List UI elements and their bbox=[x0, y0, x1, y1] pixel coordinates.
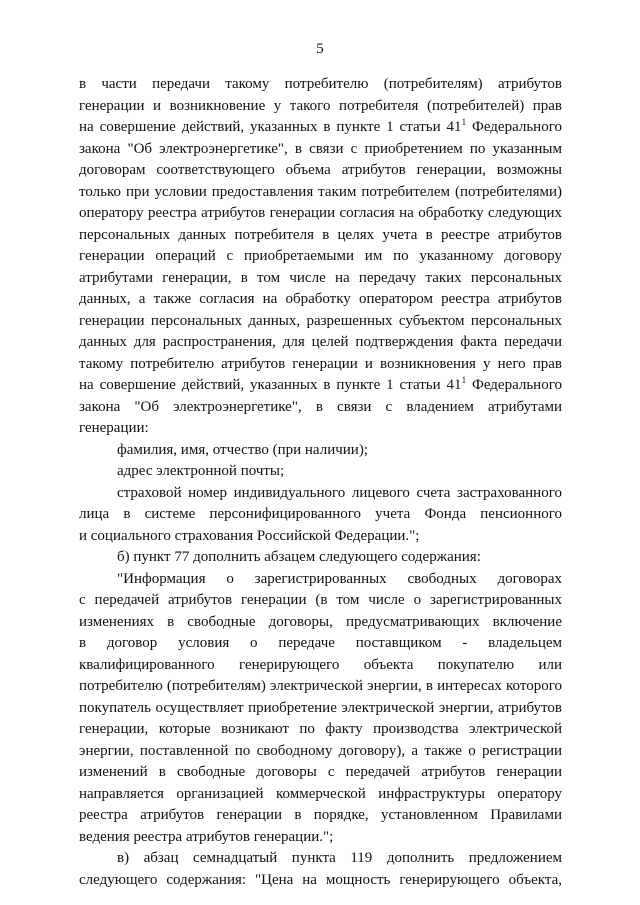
text-line: персональных данных потребителя в целях учета в реестре атрибутов bbox=[79, 226, 562, 243]
text-line: изменениях в свободные договоры, предусматривающих включение bbox=[79, 613, 562, 630]
text-line: следующего содержания: "Цена на мощность генерирующего объекта, bbox=[79, 871, 562, 888]
text-line: с передачей атрибутов генерации (в том числе о зарегистрированных bbox=[79, 592, 562, 608]
text-fragment: Федерального bbox=[466, 119, 562, 135]
text-line: в) абзац семнадцатый пункта 119 дополнить предложением bbox=[117, 850, 562, 866]
text-line: изменений в свободные договоры с передачей атрибутов генерации bbox=[79, 764, 562, 780]
text-line: генерации и возникновение у такого потребителя (потребителей) прав bbox=[79, 97, 562, 114]
text-line: генерации персональных данных, разрешенных субъектом персональных bbox=[79, 312, 562, 329]
text-line: генерации: bbox=[79, 420, 149, 436]
text-fragment: Федерального bbox=[466, 377, 562, 393]
text-line: оператору реестра атрибутов генерации согласия на обработку следующих bbox=[79, 205, 562, 221]
text-line: в части передачи такому потребителю (потребителям) атрибутов bbox=[79, 76, 562, 92]
text-line: энергии, поставленной по свободному договору), а также о регистрации bbox=[79, 742, 562, 759]
text-line: договорам соответствующего объема атрибутов генерации, возможны bbox=[79, 162, 562, 178]
text-line: только при условии предоставления таким потребителем (потребителями) bbox=[79, 183, 562, 200]
text-line bbox=[79, 117, 562, 139]
text-line: квалифицированного генерирующего объекта покупателю или bbox=[79, 656, 562, 673]
text-line: генерации операций с приобретаемыми им по указанному договору bbox=[79, 248, 562, 264]
text-line: б) пункт 77 дополнить абзацем следующего содержания: bbox=[117, 549, 481, 565]
text-line: реестра атрибутов генерации в порядке, установленном Правилами bbox=[79, 807, 562, 823]
text-line: закона "Об электроэнергетике", в связи с владением атрибутами bbox=[79, 398, 562, 415]
text-fragment: на совершение действий, указанных в пункте 1 статьи 41 bbox=[79, 119, 462, 135]
superscript: 1 bbox=[461, 375, 467, 385]
text-line: направляется организацией коммерческой инфраструктуры оператору bbox=[79, 785, 562, 802]
page-number: 5 bbox=[316, 41, 324, 57]
text-line: покупатель осуществляет приобретение электрической энергии, атрибутов bbox=[79, 699, 562, 716]
text-line: ведения реестра атрибутов генерации."; bbox=[79, 828, 334, 845]
text-line: закона "Об электроэнергетике", в связи с приобретением по указанным bbox=[79, 140, 562, 157]
text-line: страховой номер индивидуального лицевого счета застрахованного bbox=[117, 484, 562, 501]
document-body bbox=[79, 74, 562, 891]
text-line: такому потребителю атрибутов генерации и возникновения у него прав bbox=[79, 355, 562, 372]
text-line: и социального страхования Российской Федерации."; bbox=[79, 527, 420, 544]
text-line bbox=[79, 375, 562, 397]
text-line: атрибутами генерации, в том числе на передачу таких персональных bbox=[79, 269, 562, 286]
text-line: "Информация о зарегистрированных свободных договорах bbox=[117, 570, 562, 587]
list-item: фамилия, имя, отчество (при наличии); bbox=[117, 441, 368, 458]
text-line: данных для распространения, для целей подтверждения факта передачи bbox=[79, 334, 562, 350]
list-item: адрес электронной почты; bbox=[117, 463, 285, 479]
superscript: 1 bbox=[461, 117, 467, 127]
text-line: лица в системе персонифицированного учета Фонда пенсионного bbox=[79, 506, 562, 522]
text-fragment: на совершение действий, указанных в пункте 1 статьи 41 bbox=[79, 377, 462, 393]
text-line: данных, а также согласия на обработку оператором реестра атрибутов bbox=[79, 291, 562, 307]
text-line: потребителю (потребителям) электрической энергии, в интересах которого bbox=[79, 678, 562, 694]
text-line: в договор условия о передаче поставщиком - владельцем bbox=[79, 635, 562, 651]
text-line: генерации, которые возникают по факту производства электрической bbox=[79, 721, 562, 737]
